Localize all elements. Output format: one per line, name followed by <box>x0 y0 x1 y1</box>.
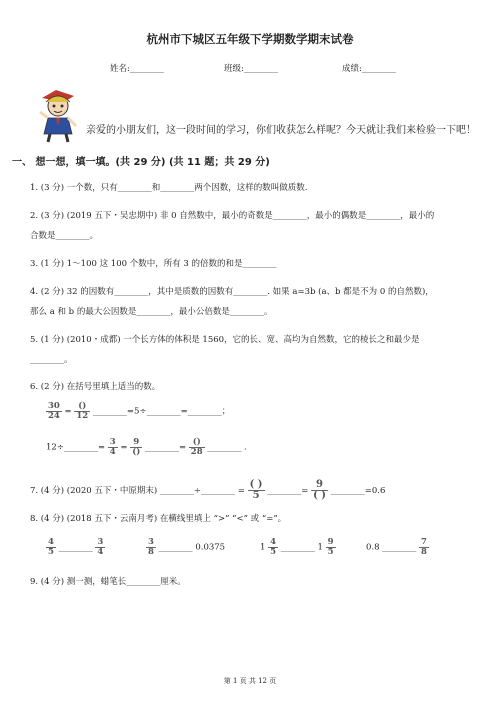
compare-a <box>46 538 105 556</box>
question-2-line-2: 合数是________。 <box>30 231 99 241</box>
question-4-line-1: 4. (2 分) 32 的因数有________，其中是质数的因数有________. 如果 a=3b (a、b 都是不为 0 的自然数)， <box>30 287 434 297</box>
greeting-text: 亲爱的小朋友们，这一段时间的学习，你们收获怎么样呢？今天就让我们来检验一下吧！ <box>86 125 476 136</box>
fraction: $\frac{9}{5}$ <box>327 537 334 557</box>
answer-blanks[interactable]: 12÷________= <box>46 442 106 453</box>
fraction: $\frac{4}{5}$ <box>48 537 54 557</box>
page-footer: 第 1 页 共 12 页 <box>223 677 277 685</box>
question-5-line-2: ________。 <box>30 355 73 365</box>
question-9: 9. (4 分) 测一测，蜡笔长________厘米。 <box>30 577 186 587</box>
question-4-line-2: 那么 a 和 b 的最大公因数是________，最小公倍数是________。 <box>30 307 273 317</box>
name-field[interactable]: 姓名:________ <box>110 64 164 74</box>
fraction: $\frac{9}{( )}$ <box>313 479 327 501</box>
page-title: 杭州市下城区五年级下学期数学期末试卷 <box>146 32 354 46</box>
fraction: $\frac{3}{4}$ <box>97 537 104 557</box>
answer-blanks[interactable]: ________=5÷________=________； <box>92 406 231 417</box>
compare-blank[interactable]: ________ <box>382 542 417 553</box>
compare-d: 0.8 ________ $\frac{7}{8}$ <box>366 537 427 557</box>
question-6-line-2: 12÷________= $\frac{3}{4}$ = $\frac{9}{()}$ ________= $\frac{()}{28}$ ________ . <box>46 437 247 457</box>
compare-blank[interactable]: ________ <box>158 542 193 553</box>
score-field[interactable]: 成绩:________ <box>342 64 396 74</box>
fraction: $\frac{9}{()}$ <box>132 437 141 457</box>
compare-b: $\frac{3}{8}$ ________ 0.0375 <box>148 537 226 557</box>
question-8: 8. (4 分) (2018 五下・云南月考) 在横线里填上 “>” “<” 或 “=”。 <box>30 514 287 524</box>
question-5-line-1: 5. (1 分) (2010・成都) 一个长方体的体积是 1560，它的长、宽、高均为自然数，它的棱长之和最少是 <box>30 335 420 345</box>
answer-blanks[interactable]: ________ . <box>207 442 247 453</box>
answer-blanks[interactable]: ________= <box>144 442 187 453</box>
fraction: $\frac{()}{12}$ <box>76 401 89 421</box>
question-3: 3. (1 分) 1～100 这 100 个数中，所有 3 的倍数的和是________ <box>30 259 277 269</box>
question-7: 7. (4 分) (2020 五下・中原期末) ________÷________ = $\frac{( )}{5}$ ________= $\frac{9}{( )}$ ________=0.6 <box>30 479 386 501</box>
section-heading: 一、 想一想，填一填。(共 29 分) (共 11 题；共 29 分) <box>12 157 270 168</box>
fraction: $\frac{4}{5}$ <box>270 537 277 557</box>
question-6: 6. (2 分) 在括号里填上适当的数。 <box>30 382 161 392</box>
compare-blank[interactable]: ________ <box>58 542 93 553</box>
mascot-illustration <box>34 88 82 144</box>
fraction: $\frac{7}{8}$ <box>420 537 427 557</box>
fraction: $\frac{()}{28}$ <box>190 437 203 457</box>
fraction: $\frac{( )}{5}$ <box>249 479 263 501</box>
fraction: $\frac{30}{24}$ <box>48 401 60 421</box>
compare-blank[interactable]: ________ <box>280 542 315 553</box>
class-field[interactable]: 班级:________ <box>224 64 278 74</box>
question-6-line-1: $\frac{30}{24}$ = $\frac{()}{12}$ ________=5÷________=________； <box>48 401 231 421</box>
fraction: $\frac{3}{8}$ <box>148 537 154 557</box>
fraction: $\frac{3}{4}$ <box>109 437 116 457</box>
question-2-line-1: 2. (3 分) (2019 五下・吴忠期中) 非 0 自然数中，最小的奇数是________，最小的偶数是________，最小的 <box>30 211 435 221</box>
question-1: 1. (3 分) 一个数，只有________和________两个因数，这样的数叫做质数. <box>30 183 308 193</box>
compare-c: 1 $\frac{4}{5}$ ________ 1 $\frac{9}{5}$ <box>260 537 334 557</box>
